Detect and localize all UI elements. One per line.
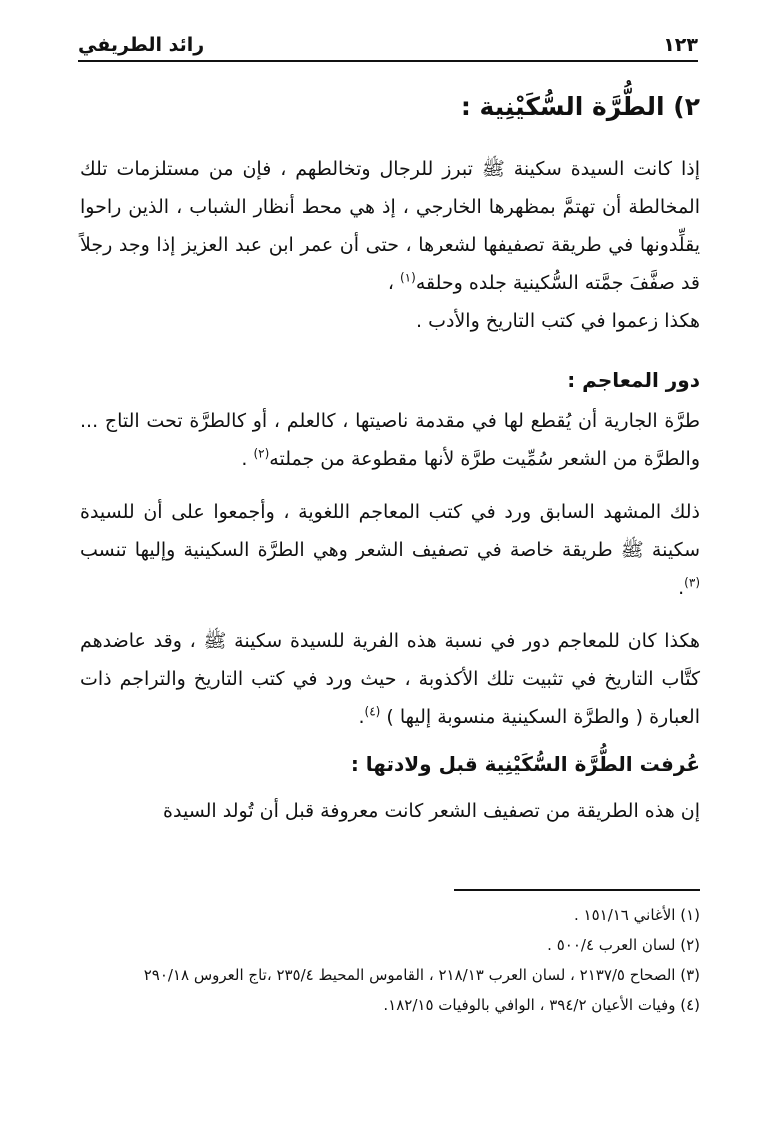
paragraph-6: إن هذه الطريقة من تصفيف الشعر كانت معروفة قبل أن تُولد السيدة <box>163 800 700 822</box>
footnote-separator <box>454 889 700 891</box>
paragraph-2: هكذا زعموا في كتب التاريخ والأدب . <box>416 310 700 332</box>
paragraph-3-text: طرَّة الجارية أن يُقطع لها في مقدمة ناصيتها ، كالعلم ، أو كالطرَّة تحت التاج ... والطرَّة من الشعر سُمِّيت طرَّة لأنها مقطوعة من جملته <box>80 410 700 470</box>
footnotes <box>80 900 700 1020</box>
last-paragraph <box>80 792 700 830</box>
paragraph-3: طرَّة الجارية أن يُقطع لها في مقدمة ناصيتها ، كالعلم ، أو كالطرَّة تحت التاج ... والطرَّة من الشعر سُمِّيت طرَّة لأنها مقطوعة من جملته$^{(٢)}$ . <box>80 410 700 470</box>
page-number: ١٢٣ <box>663 34 698 56</box>
footnote-ref-1: (١) <box>399 270 416 285</box>
paragraph-5-text: هكذا كان للمعاجم دور في نسبة هذه الفرية للسيدة سكينة ﷺ ، وقد عاضدهم كتَّاب التاريخ في تثبيت تلك الأكذوبة ، حيث ورد في كتب التاريخ والتراجم ذات العبارة ( والطرَّة السكينية منسوبة إليها ) <box>80 630 700 728</box>
section-title: ٢) الطُّرَّة السُّكَيْنِية : <box>460 92 700 121</box>
footnote-4: (٤) وفيات الأعيان ٣٩٤/٢ ، الوافي بالوفيات ١٨٢/١٥. <box>383 996 700 1014</box>
footnote-ref-4: (٤) <box>364 704 381 719</box>
footnote-3: (٣) الصحاح ٢١٣٧/٥ ، لسان العرب ٢١٨/١٣ ، القاموس المحيط ٢٣٥/٤ ،تاج العروس ٢٩٠/١٨ <box>143 966 700 984</box>
paragraph-1: إذا كانت السيدة سكينة ﷺ تبرز للرجال وتخالطهم ، فإن من مستلزمات تلك المخالطة أن تهتمَّ بمظهرها الخارجي ، إذ هي محط أنظار الشباب ، الذين راحوا يقلِّدونها في طريقة تصفيفها لشعرها ، حتى أن عمر ابن عبد العزيز إذا وجد رجلاً قد صفَّفَ جمَّته السُّكينية جلده وحلقه$^{(١)}$ ، <box>80 158 700 294</box>
dictionaries-section <box>80 402 700 736</box>
footnote-1: (١) الأغاني ١٥١/١٦ . <box>573 906 700 924</box>
footnote-2: (٢) لسان العرب ٥٠٠/٤ . <box>547 936 700 954</box>
footnote-ref-2: (٢) <box>253 446 270 461</box>
subheading-dictionaries: دور المعاجم : <box>567 368 700 392</box>
paragraph-4: ذلك المشهد السابق ورد في كتب المعاجم اللغوية ، وأجمعوا على أن للسيدة سكينة ﷺ طريقة خاصة في تصفيف الشعر وهي الطرَّة السكينية وإليها تنسب $^{(٣)}$. <box>80 501 700 599</box>
author-name: رائد الطريفي <box>78 34 205 56</box>
subheading-known-before-birth: عُرفت الطُّرَّة السُّكَيْنِية قبل ولادتها : <box>350 752 700 776</box>
paragraph-1-text: إذا كانت السيدة سكينة ﷺ تبرز للرجال وتخالطهم ، فإن من مستلزمات تلك المخالطة أن تهتمَّ بمظهرها الخارجي ، إذ هي محط أنظار الشباب ، الذين راحوا يقلِّدونها في طريقة تصفيفها لشعرها ، حتى أن عمر ابن عبد العزيز إذا وجد رجلاً قد صفَّفَ جمَّته السُّكينية جلده وحلقه <box>80 158 700 294</box>
paragraph-5: هكذا كان للمعاجم دور في نسبة هذه الفرية للسيدة سكينة ﷺ ، وقد عاضدهم كتَّاب التاريخ في تثبيت تلك الأكذوبة ، حيث ورد في كتب التاريخ والتراجم ذات العبارة ( والطرَّة السكينية منسوبة إليها ) $^{(٤)}$. <box>80 630 700 728</box>
running-header <box>78 28 698 62</box>
intro-paragraph <box>80 150 700 340</box>
footnote-ref-3: (٣) <box>684 575 700 590</box>
paragraph-4-text: ذلك المشهد السابق ورد في كتب المعاجم اللغوية ، وأجمعوا على أن للسيدة سكينة ﷺ طريقة خاصة في تصفيف الشعر وهي الطرَّة السكينية وإليها تنسب <box>80 501 700 561</box>
